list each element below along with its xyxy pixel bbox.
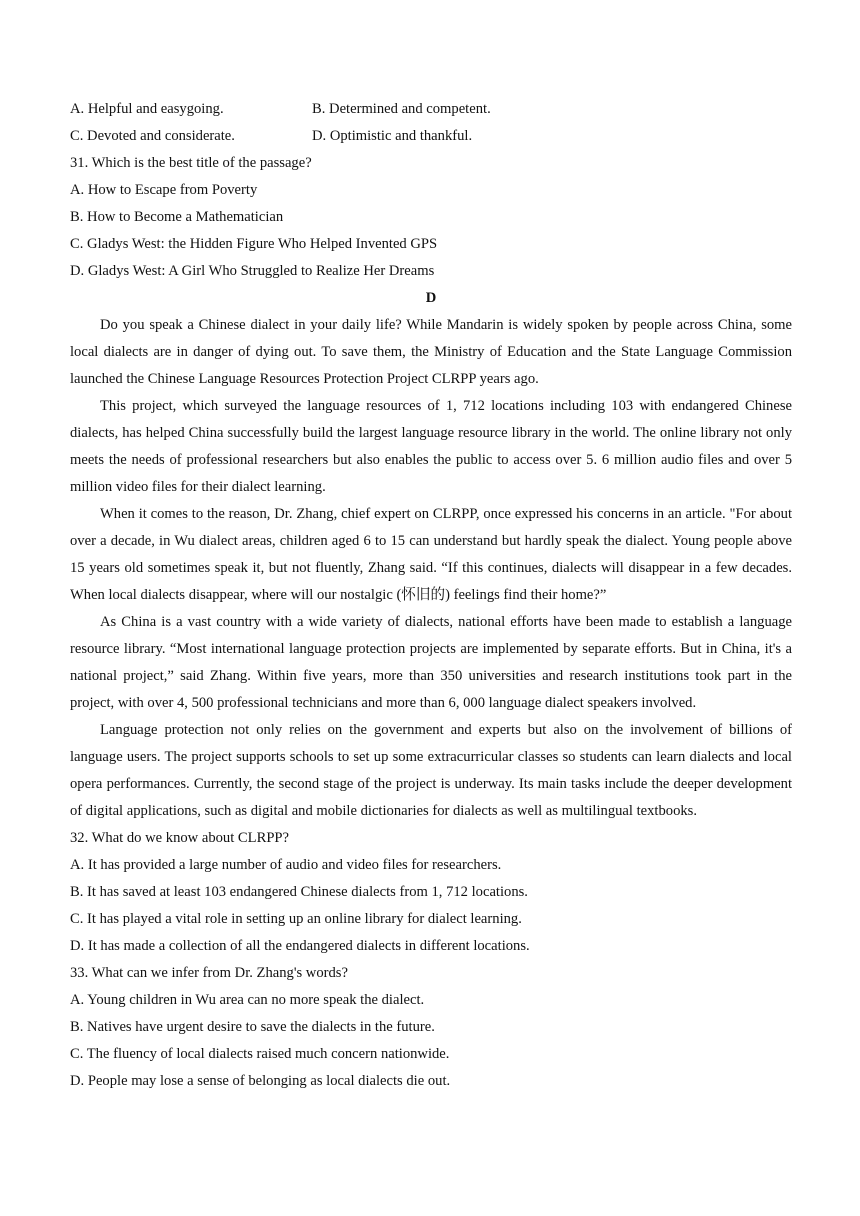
q30-option-d: D. Optimistic and thankful. bbox=[312, 128, 473, 144]
q33-question: 33. What can we infer from Dr. Zhang's words? bbox=[70, 965, 348, 981]
q32-option-b: B. It has saved at least 103 endangered Chinese dialects from 1, 712 locations. bbox=[70, 884, 528, 900]
q30-options-row-1 bbox=[70, 96, 792, 123]
q33-option-b: B. Natives have urgent desire to save the dialects in the future. bbox=[70, 1019, 435, 1035]
document-page bbox=[70, 96, 792, 1095]
q30-option-c: C. Devoted and considerate. bbox=[70, 128, 235, 144]
passage-paragraph-3: When it comes to the reason, Dr. Zhang, chief expert on CLRPP, once expressed his concerns in an article. "For about over a decade, in Wu dialect areas, children aged 6 to 15 can understand but hardly speak the dialect. Young people above 15 years old sometimes speak it, but not fluently, Zhang said. “If this continues, dialects will disappear in a few decades. When local dialects disappear, where will our nostalgic (怀旧的) feelings find their home?” bbox=[70, 506, 792, 603]
q32-option-c: C. It has played a vital role in setting up an online library for dialect learning. bbox=[70, 911, 522, 927]
passage-paragraph-2: This project, which surveyed the language resources of 1, 712 locations including 103 with endangered Chinese dialects, has helped China successfully build the largest language resource library in the world. The online library not only meets the needs of professional researchers but also enables the public to access over 5. 6 million audio files and over 5 million video files for their dialect learning. bbox=[70, 398, 792, 495]
q31-option-d: D. Gladys West: A Girl Who Struggled to Realize Her Dreams bbox=[70, 263, 435, 279]
q33-option-d: D. People may lose a sense of belonging as local dialects die out. bbox=[70, 1073, 451, 1089]
q32-option-d: D. It has made a collection of all the endangered dialects in different locations. bbox=[70, 938, 530, 954]
q33-option-a: A. Young children in Wu area can no more speak the dialect. bbox=[70, 992, 425, 1008]
q30-option-a: A. Helpful and easygoing. bbox=[70, 101, 224, 117]
q31-option-b: B. How to Become a Mathematician bbox=[70, 209, 284, 225]
q32-option-a: A. It has provided a large number of audio and video files for researchers. bbox=[70, 857, 502, 873]
q31-option-c: C. Gladys West: the Hidden Figure Who Helped Invented GPS bbox=[70, 236, 438, 252]
q31-option-a: A. How to Escape from Poverty bbox=[70, 182, 258, 198]
passage-paragraph-1: Do you speak a Chinese dialect in your daily life? While Mandarin is widely spoken by people across China, some local dialects are in danger of dying out. To save them, the Ministry of Education and the State Language Commission launched the Chinese Language Resources Protection Project CLRPP years ago. bbox=[70, 317, 792, 387]
passage-paragraph-5: Language protection not only relies on the government and experts but also on the involvement of billions of language users. The project supports schools to set up some extracurricular classes so students can learn dialects and local opera performances. Currently, the second stage of the project is underway. Its main tasks include the deeper development of digital applications, such as digital and mobile dictionaries for dialects as well as multilingual textbooks. bbox=[70, 722, 792, 819]
section-d-title: D bbox=[425, 290, 437, 306]
q31-question: 31. Which is the best title of the passage? bbox=[70, 155, 312, 171]
q33-option-c: C. The fluency of local dialects raised much concern nationwide. bbox=[70, 1046, 450, 1062]
q32-question: 32. What do we know about CLRPP? bbox=[70, 830, 290, 846]
q30-options-row-2 bbox=[70, 123, 792, 150]
q30-option-b: B. Determined and competent. bbox=[312, 101, 491, 117]
passage-paragraph-4: As China is a vast country with a wide variety of dialects, national efforts have been made to establish a language resource library. “Most international language protection projects are implemented by separate efforts. But in China, it's a national project,” said Zhang. Within five years, more than 350 universities and research institutions took part in the project, with over 4, 500 professional technicians and more than 6, 000 language dialect speakers involved. bbox=[70, 614, 792, 711]
